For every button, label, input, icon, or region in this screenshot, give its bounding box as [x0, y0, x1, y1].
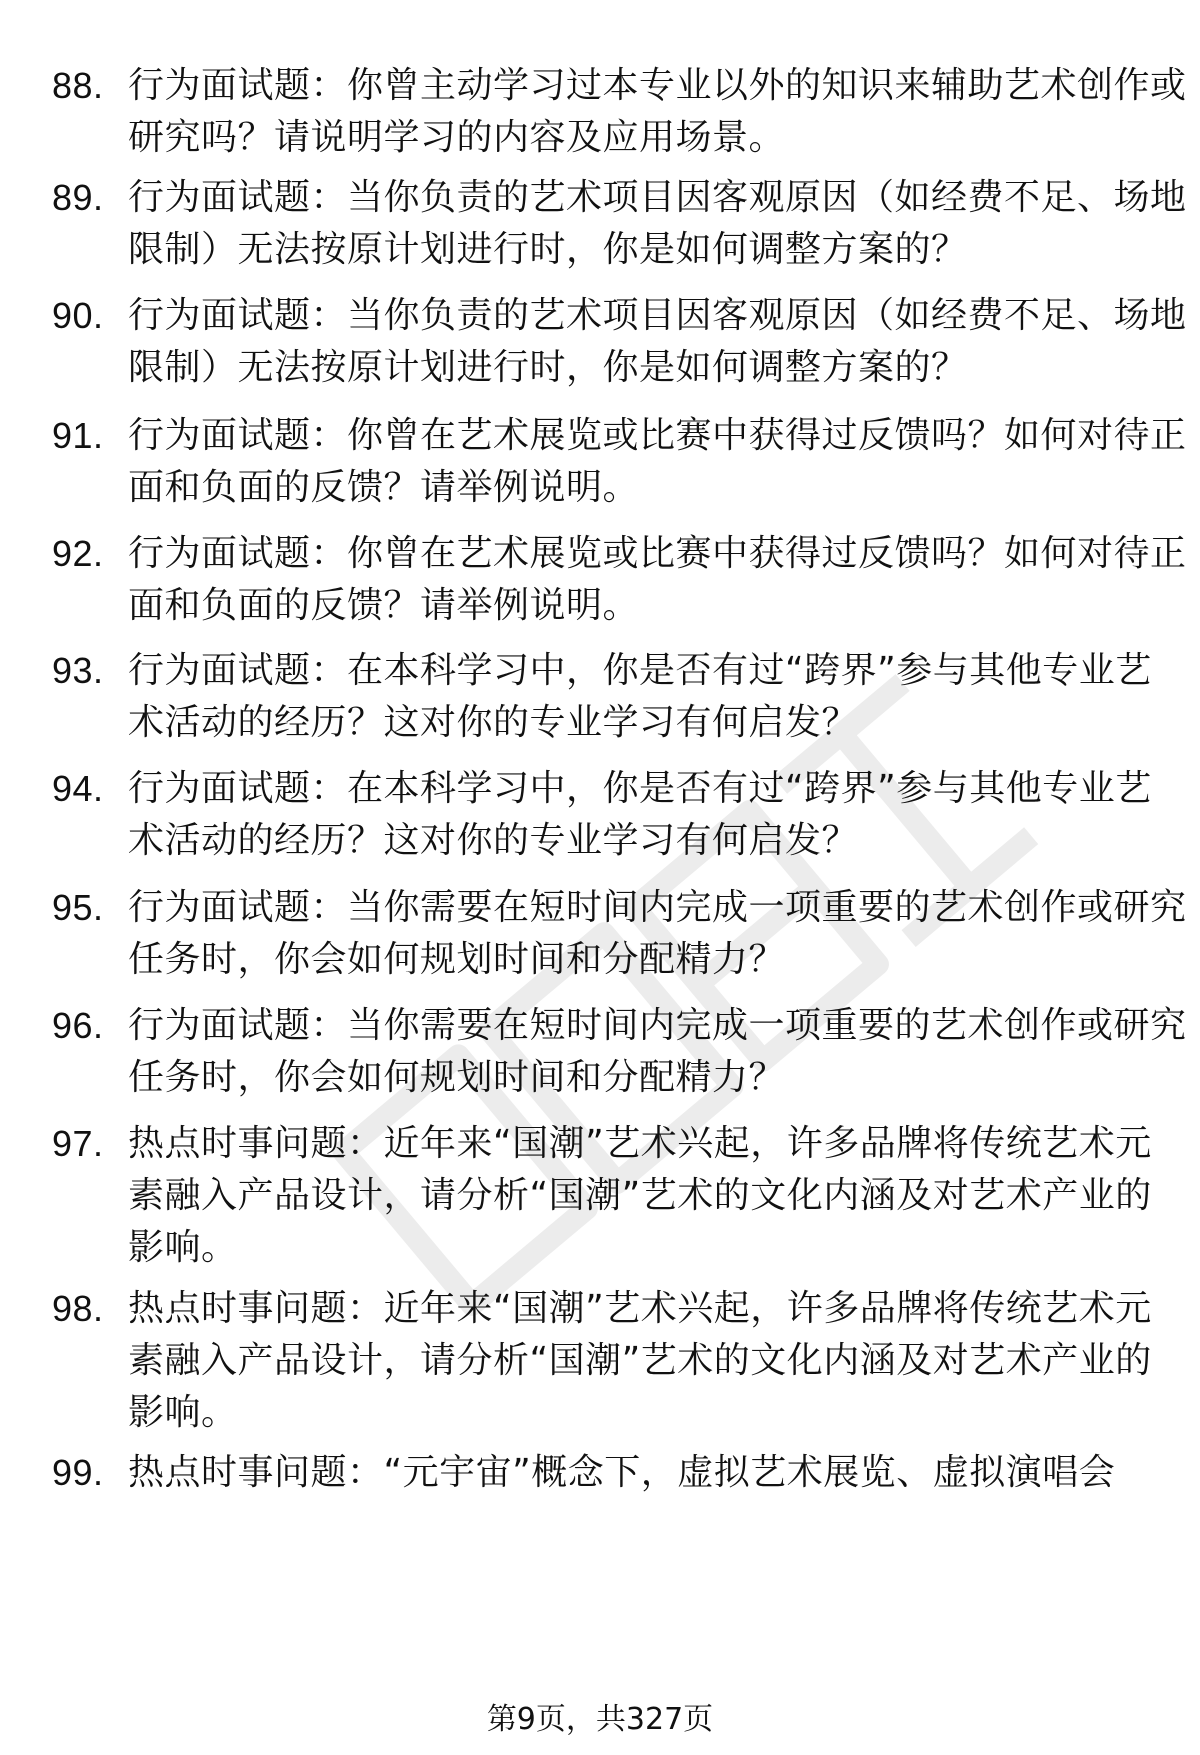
question-text: 行为面试题：当你需要在短时间内完成一项重要的艺术创作或研究任务时，你会如何规划时间和分配精力？: [128, 1005, 1187, 1098]
question-item: [52, 1118, 1152, 1274]
question-number: 92.: [52, 533, 104, 574]
question-number: 93.: [52, 650, 104, 691]
question-item: [52, 645, 1152, 749]
question-number: 94.: [52, 768, 104, 809]
question-text: 热点时事问题：近年来“国潮”艺术兴起，许多品牌将传统艺术元素融入产品设计，请分析“国潮”艺术的文化内涵及对艺术产业的影响。: [128, 1288, 1152, 1433]
question-item: [52, 1000, 1187, 1104]
question-item: [52, 1283, 1152, 1439]
question-text: 行为面试题：在本科学习中，你是否有过“跨界”参与其他专业艺术活动的经历？这对你的专业学习有何启发？: [128, 650, 1152, 743]
question-number: 96.: [52, 1005, 104, 1046]
question-text: 行为面试题：当你负责的艺术项目因客观原因（如经费不足、场地限制）无法按原计划进行时，你是如何调整方案的？: [128, 177, 1187, 270]
question-item: [52, 410, 1187, 514]
question-number: 95.: [52, 887, 104, 928]
question-text: 行为面试题：当你负责的艺术项目因客观原因（如经费不足、场地限制）无法按原计划进行时，你是如何调整方案的？: [128, 295, 1187, 388]
question-item: [52, 172, 1187, 276]
question-number: 89.: [52, 177, 104, 218]
question-number: 91.: [52, 415, 104, 456]
question-item: [52, 528, 1187, 632]
question-number: 99.: [52, 1452, 104, 1493]
question-number: 97.: [52, 1123, 104, 1164]
question-number: 90.: [52, 295, 104, 336]
question-item: [52, 763, 1152, 867]
question-item: [52, 60, 1187, 164]
question-text: 热点时事问题：近年来“国潮”艺术兴起，许多品牌将传统艺术元素融入产品设计，请分析“国潮”艺术的文化内涵及对艺术产业的影响。: [128, 1123, 1152, 1268]
question-text: 行为面试题：在本科学习中，你是否有过“跨界”参与其他专业艺术活动的经历？这对你的专业学习有何启发？: [128, 768, 1152, 861]
question-item: [52, 290, 1187, 394]
question-text: 行为面试题：你曾主动学习过本专业以外的知识来辅助艺术创作或研究吗？请说明学习的内容及应用场景。: [128, 65, 1187, 158]
question-text: 热点时事问题：“元宇宙”概念下，虚拟艺术展览、虚拟演唱会: [128, 1452, 1116, 1493]
question-item: [52, 882, 1187, 986]
question-text: 行为面试题：当你需要在短时间内完成一项重要的艺术创作或研究任务时，你会如何规划时间和分配精力？: [128, 887, 1187, 980]
question-number: 98.: [52, 1288, 104, 1329]
question-text: 行为面试题：你曾在艺术展览或比赛中获得过反馈吗？如何对待正面和负面的反馈？请举例说明。: [128, 415, 1187, 508]
question-number: 88.: [52, 65, 104, 106]
question-item: [52, 1447, 1152, 1499]
page-number-footer: 第9页，共327页: [486, 1702, 714, 1737]
question-text: 行为面试题：你曾在艺术展览或比赛中获得过反馈吗？如何对待正面和负面的反馈？请举例说明。: [128, 533, 1187, 626]
